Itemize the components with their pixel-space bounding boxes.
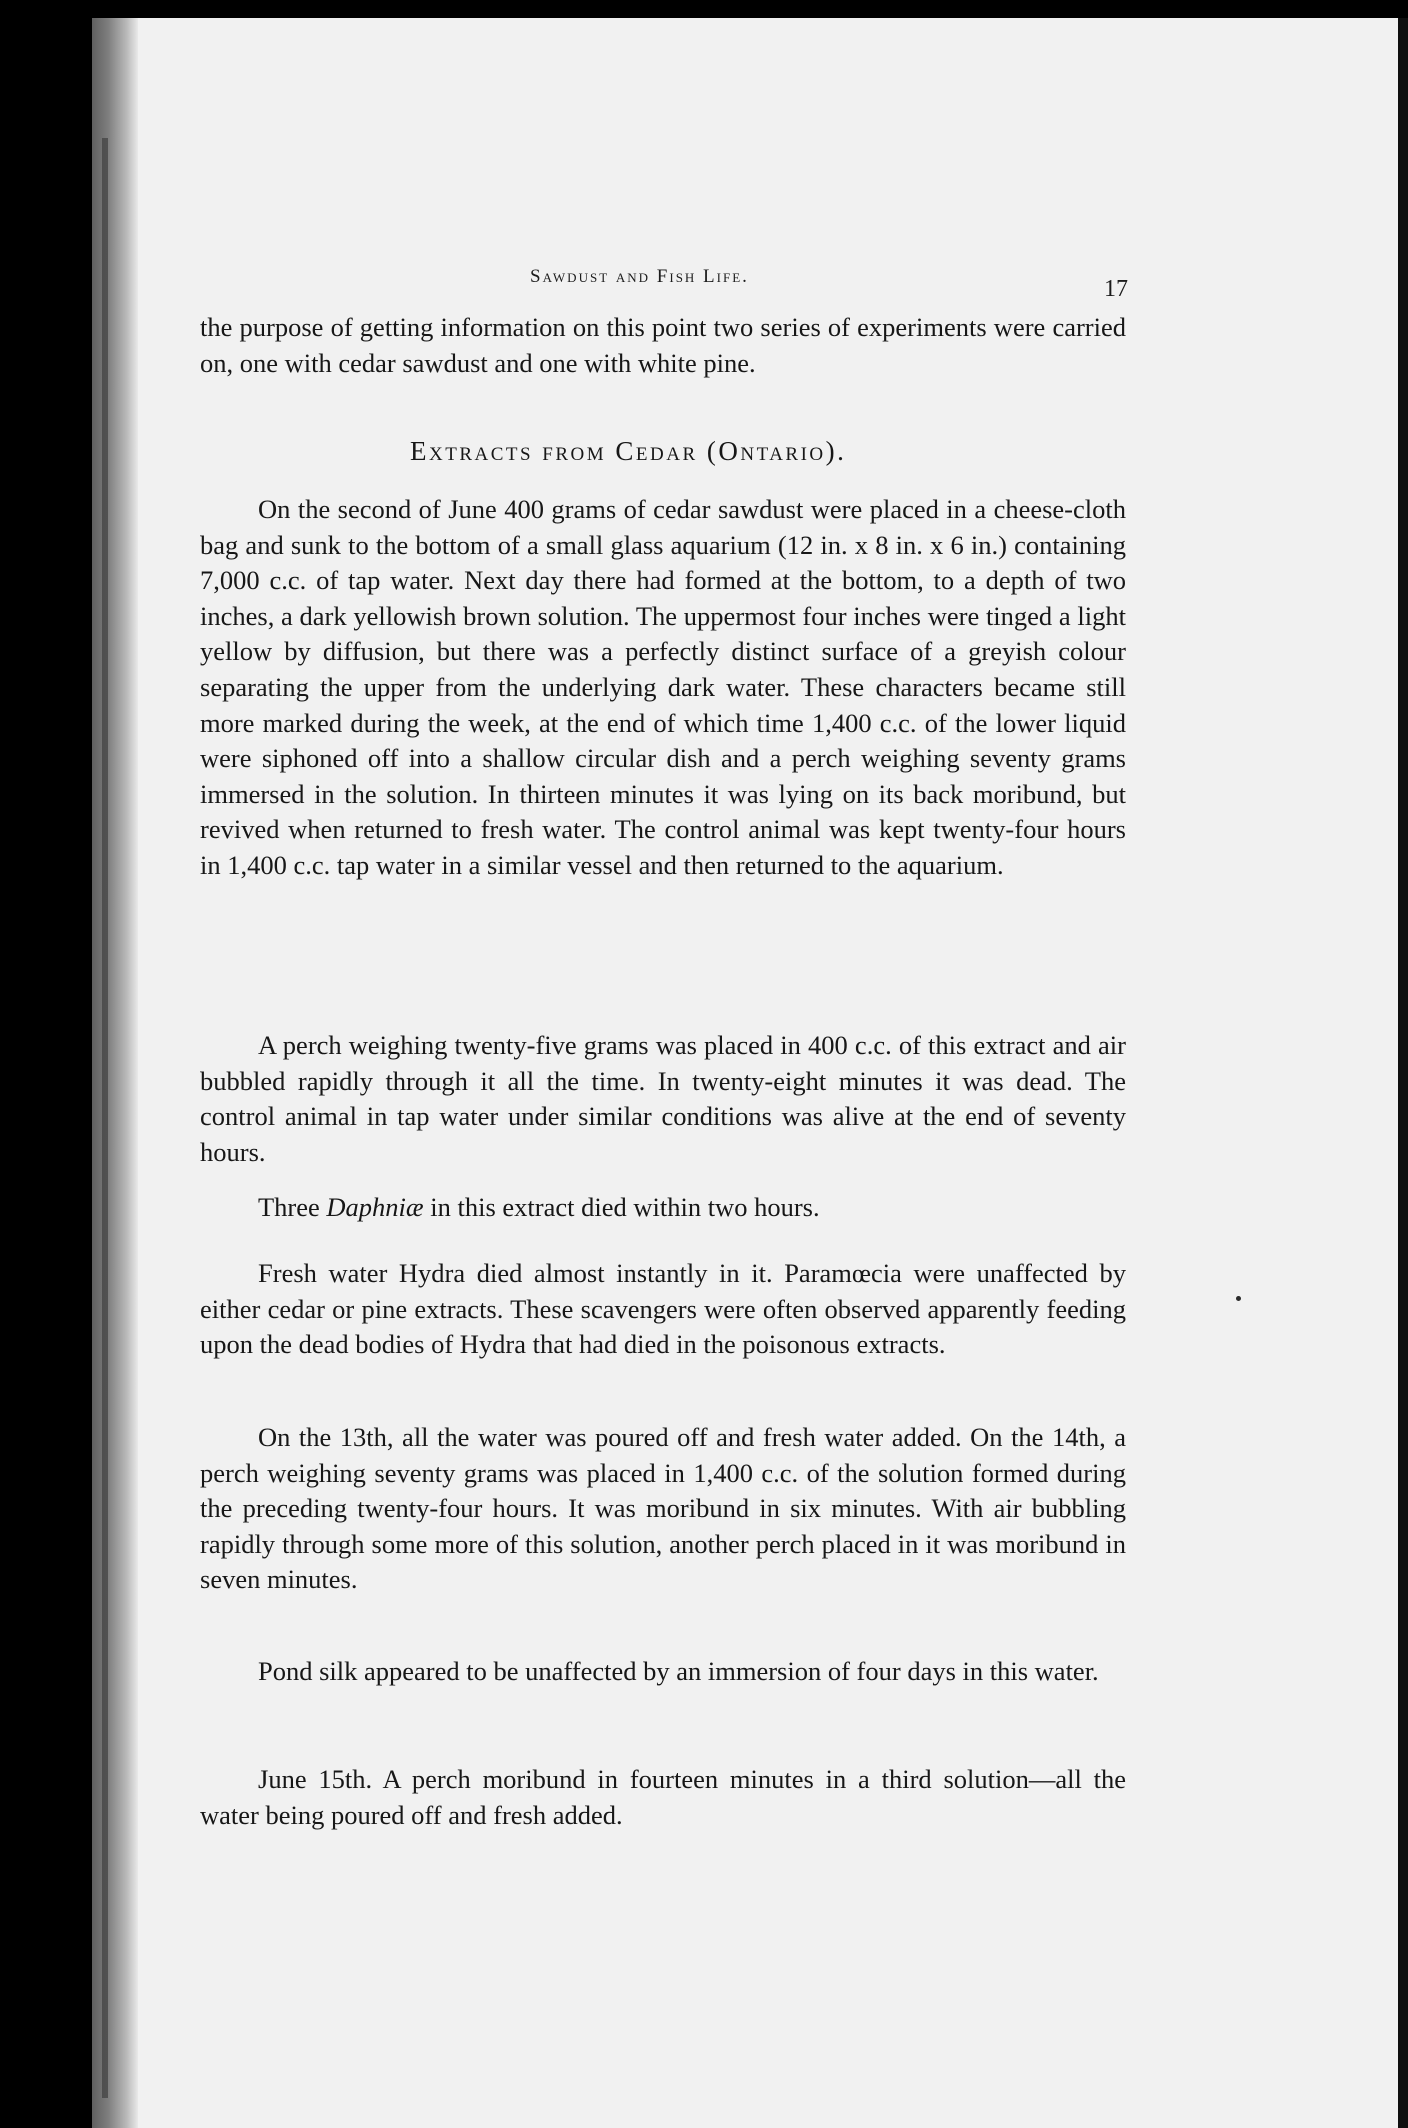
binding-shadow: [102, 138, 108, 2098]
binding-gutter: [92, 18, 138, 2128]
section-heading: Extracts from Cedar (Ontario).: [410, 436, 847, 466]
paragraph-daphniae: [200, 1190, 1126, 1226]
paragraph-pond-silk: Pond silk appeared to be unaffected by an immersion of four days in this water.: [258, 1656, 1099, 1686]
running-header: Sawdust and Fish Life.: [530, 266, 749, 287]
page-number: 17: [1104, 276, 1128, 302]
paragraph-perch-extract: A perch weighing twenty-five grams was placed in 400 c.c. of this extract and air bubbled rapidly through it all the time. In twenty-eight minutes it was dead. The control animal in tap water under similar conditions was alive at the end of seventy hours.: [200, 1030, 1126, 1167]
paragraph-hydra: Fresh water Hydra died almost instantly in it. Paramœcia were unaffected by either cedar or pine extracts. These scavengers were often observed apparently feeding upon the dead bodies of Hydra that had died in the poisonous extracts.: [200, 1258, 1126, 1360]
paragraph-cedar-sawdust: On the second of June 400 grams of cedar sawdust were placed in a cheese-cloth bag and sunk to the bottom of a small glass aquarium (12 in. x 8 in. x 6 in.) containing 7,000 c.c. of tap water. Next day there had formed at the bottom, to a depth of two inches, a dark yellowish brown solution. The uppermost four inches were tinged a light yellow by diffusion, but there was a perfectly distinct surface of a greyish colour separating the upper from the underlying dark water. These characters became still more marked during the week, at the end of which time 1,400 c.c. of the lower liquid were siphoned off into a shallow circular dish and a perch weighing seventy grams immersed in the solution. In thirteen minutes it was lying on its back moribund, but revived when returned to fresh water. The control animal was kept twenty-four hours in 1,400 c.c. tap water in a similar vessel and then returned to the aquarium.: [200, 494, 1126, 880]
paragraph-june-fifteenth: June 15th. A perch moribund in fourteen minutes in a third solution—all the water being poured off and fresh added.: [200, 1764, 1126, 1830]
ink-speck: [1236, 1296, 1241, 1301]
page-edge: [1398, 18, 1408, 2128]
daphniae-text-after: in this extract died within two hours.: [423, 1192, 820, 1222]
daphniae-italic: Daphniæ: [326, 1192, 424, 1222]
paragraph-thirteenth: On the 13th, all the water was poured off and fresh water added. On the 14th, a perch weighing seventy grams was placed in 1,400 c.c. of the solution formed during the preceding twenty-four hours. It was moribund in six minutes. With air bubbling rapidly through some more of this solution, another perch placed in it was moribund in seven minutes.: [200, 1422, 1126, 1595]
daphniae-text-before: Three: [258, 1192, 327, 1222]
paragraph-continuation: the purpose of getting information on this point two series of experiments were carried on, one with cedar sawdust and one with white pine.: [200, 312, 1126, 378]
book-page: [92, 18, 1408, 2128]
